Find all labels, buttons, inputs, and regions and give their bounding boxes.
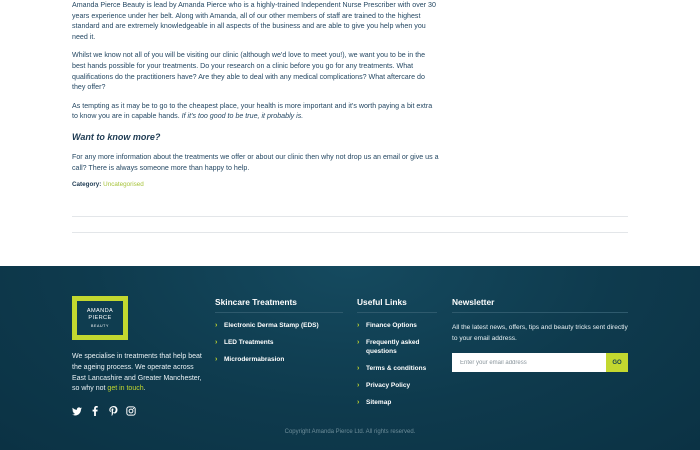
chevron-right-icon: ›: [357, 381, 360, 389]
logo-line-2: PIERCE: [88, 314, 112, 321]
link-sitemap[interactable]: [357, 399, 433, 408]
get-in-touch-link[interactable]: get in touch: [107, 385, 144, 393]
chevron-right-icon: ›: [357, 339, 360, 347]
subscribe-button[interactable]: GO: [606, 353, 628, 372]
link-label: Privacy Policy: [366, 381, 411, 389]
chevron-right-icon: ›: [357, 322, 360, 329]
skincare-link-eds[interactable]: [215, 322, 343, 331]
chevron-right-icon: ›: [357, 364, 360, 372]
link-label: LED Treatments: [224, 339, 274, 347]
chevron-right-icon: ›: [215, 322, 218, 329]
chevron-right-icon: ›: [357, 398, 360, 406]
useful-links: [357, 322, 433, 408]
about-text: We specialise in treatments that help beat the ageing process. We operate across East Lancashire and Greater Manchester, so why not: [72, 353, 202, 393]
link-label: Sitemap: [366, 398, 392, 406]
price-text: As tempting as it may be to go to the cheapest place, your health is more important and it's worth paying a bit extra to know you are in capable hands.: [72, 101, 433, 121]
useful-links-divider: [357, 312, 437, 313]
link-faq[interactable]: [357, 339, 433, 356]
chevron-right-icon: ›: [215, 356, 218, 364]
useful-links-title: Useful Links: [357, 297, 407, 307]
article-content: [72, 0, 440, 188]
email-field[interactable]: [452, 353, 606, 372]
logo-mark: [76, 300, 124, 336]
copyright-text: Copyright Amanda Pierce Ltd. All rights reserved.: [284, 429, 416, 435]
link-label: Frequently asked questions: [366, 339, 420, 355]
section-heading: Want to know more?: [72, 131, 161, 142]
facebook-icon[interactable]: [90, 406, 100, 416]
category-label: Category:: [72, 181, 102, 189]
skincare-title: Skincare Treatments: [215, 297, 297, 307]
post-category: [72, 181, 440, 188]
link-label: Electronic Derma Stamp (EDS): [224, 322, 319, 329]
newsletter-form: [452, 353, 628, 372]
twitter-icon[interactable]: [72, 406, 82, 416]
newsletter-divider: [452, 312, 628, 313]
price-paragraph: [72, 101, 440, 122]
logo-line-3: BEAUTY: [91, 324, 109, 329]
divider: [72, 232, 628, 233]
link-label: Finance Options: [366, 322, 417, 329]
skincare-links: [215, 322, 343, 365]
skincare-divider: [215, 312, 343, 313]
site-footer: [0, 266, 700, 450]
footer-about: [72, 352, 204, 395]
logo-line-1: AMANDA: [86, 307, 114, 314]
newsletter-text: All the latest news, offers, tips and beauty tricks sent directly to your email address.: [452, 324, 628, 342]
chevron-right-icon: ›: [215, 339, 218, 347]
link-terms[interactable]: [357, 365, 433, 374]
intro-paragraph: Amanda Pierce Beauty is lead by Amanda Pierce who is a highly-trained Independent Nurse Prescriber with over 30 years experience under her belt. Along with Amanda, all of our other members of staff are trained to the highest standard and are extremely knowledgeable in all aspects of the business and are able to give you help when you need it.: [72, 1, 436, 41]
contact-paragraph: For any more information about the treatments we offer or about our clinic then why not drop us an email or give us a call? There is always someone more than happy to help.: [72, 152, 439, 172]
social-links: [72, 406, 136, 416]
link-label: Terms & conditions: [366, 364, 427, 372]
about-end: .: [143, 385, 146, 393]
skincare-link-led[interactable]: [215, 339, 343, 348]
skincare-link-microderm[interactable]: [215, 356, 343, 365]
category-link[interactable]: Uncategorised: [103, 181, 144, 189]
divider: [72, 216, 628, 217]
footer-logo[interactable]: [72, 296, 128, 340]
link-finance-options[interactable]: [357, 322, 433, 331]
link-privacy-policy[interactable]: [357, 382, 433, 391]
newsletter-title: Newsletter: [452, 297, 495, 307]
link-label: Microdermabrasion: [224, 356, 285, 364]
instagram-icon[interactable]: [126, 406, 136, 416]
research-paragraph: Whilst we know not all of you will be visiting our clinic (although we'd love to meet you!), we want you to be in the best hands possible for your treatments. Do your research on a clinic before you go for any treatments. What qualifications do the practitioners have? Are they able to deal with any medical complications? What aftercare do they offer?: [72, 51, 426, 92]
price-emphasis: If it's too good to be true, it probably is.: [181, 112, 304, 121]
pinterest-icon[interactable]: [108, 406, 118, 416]
